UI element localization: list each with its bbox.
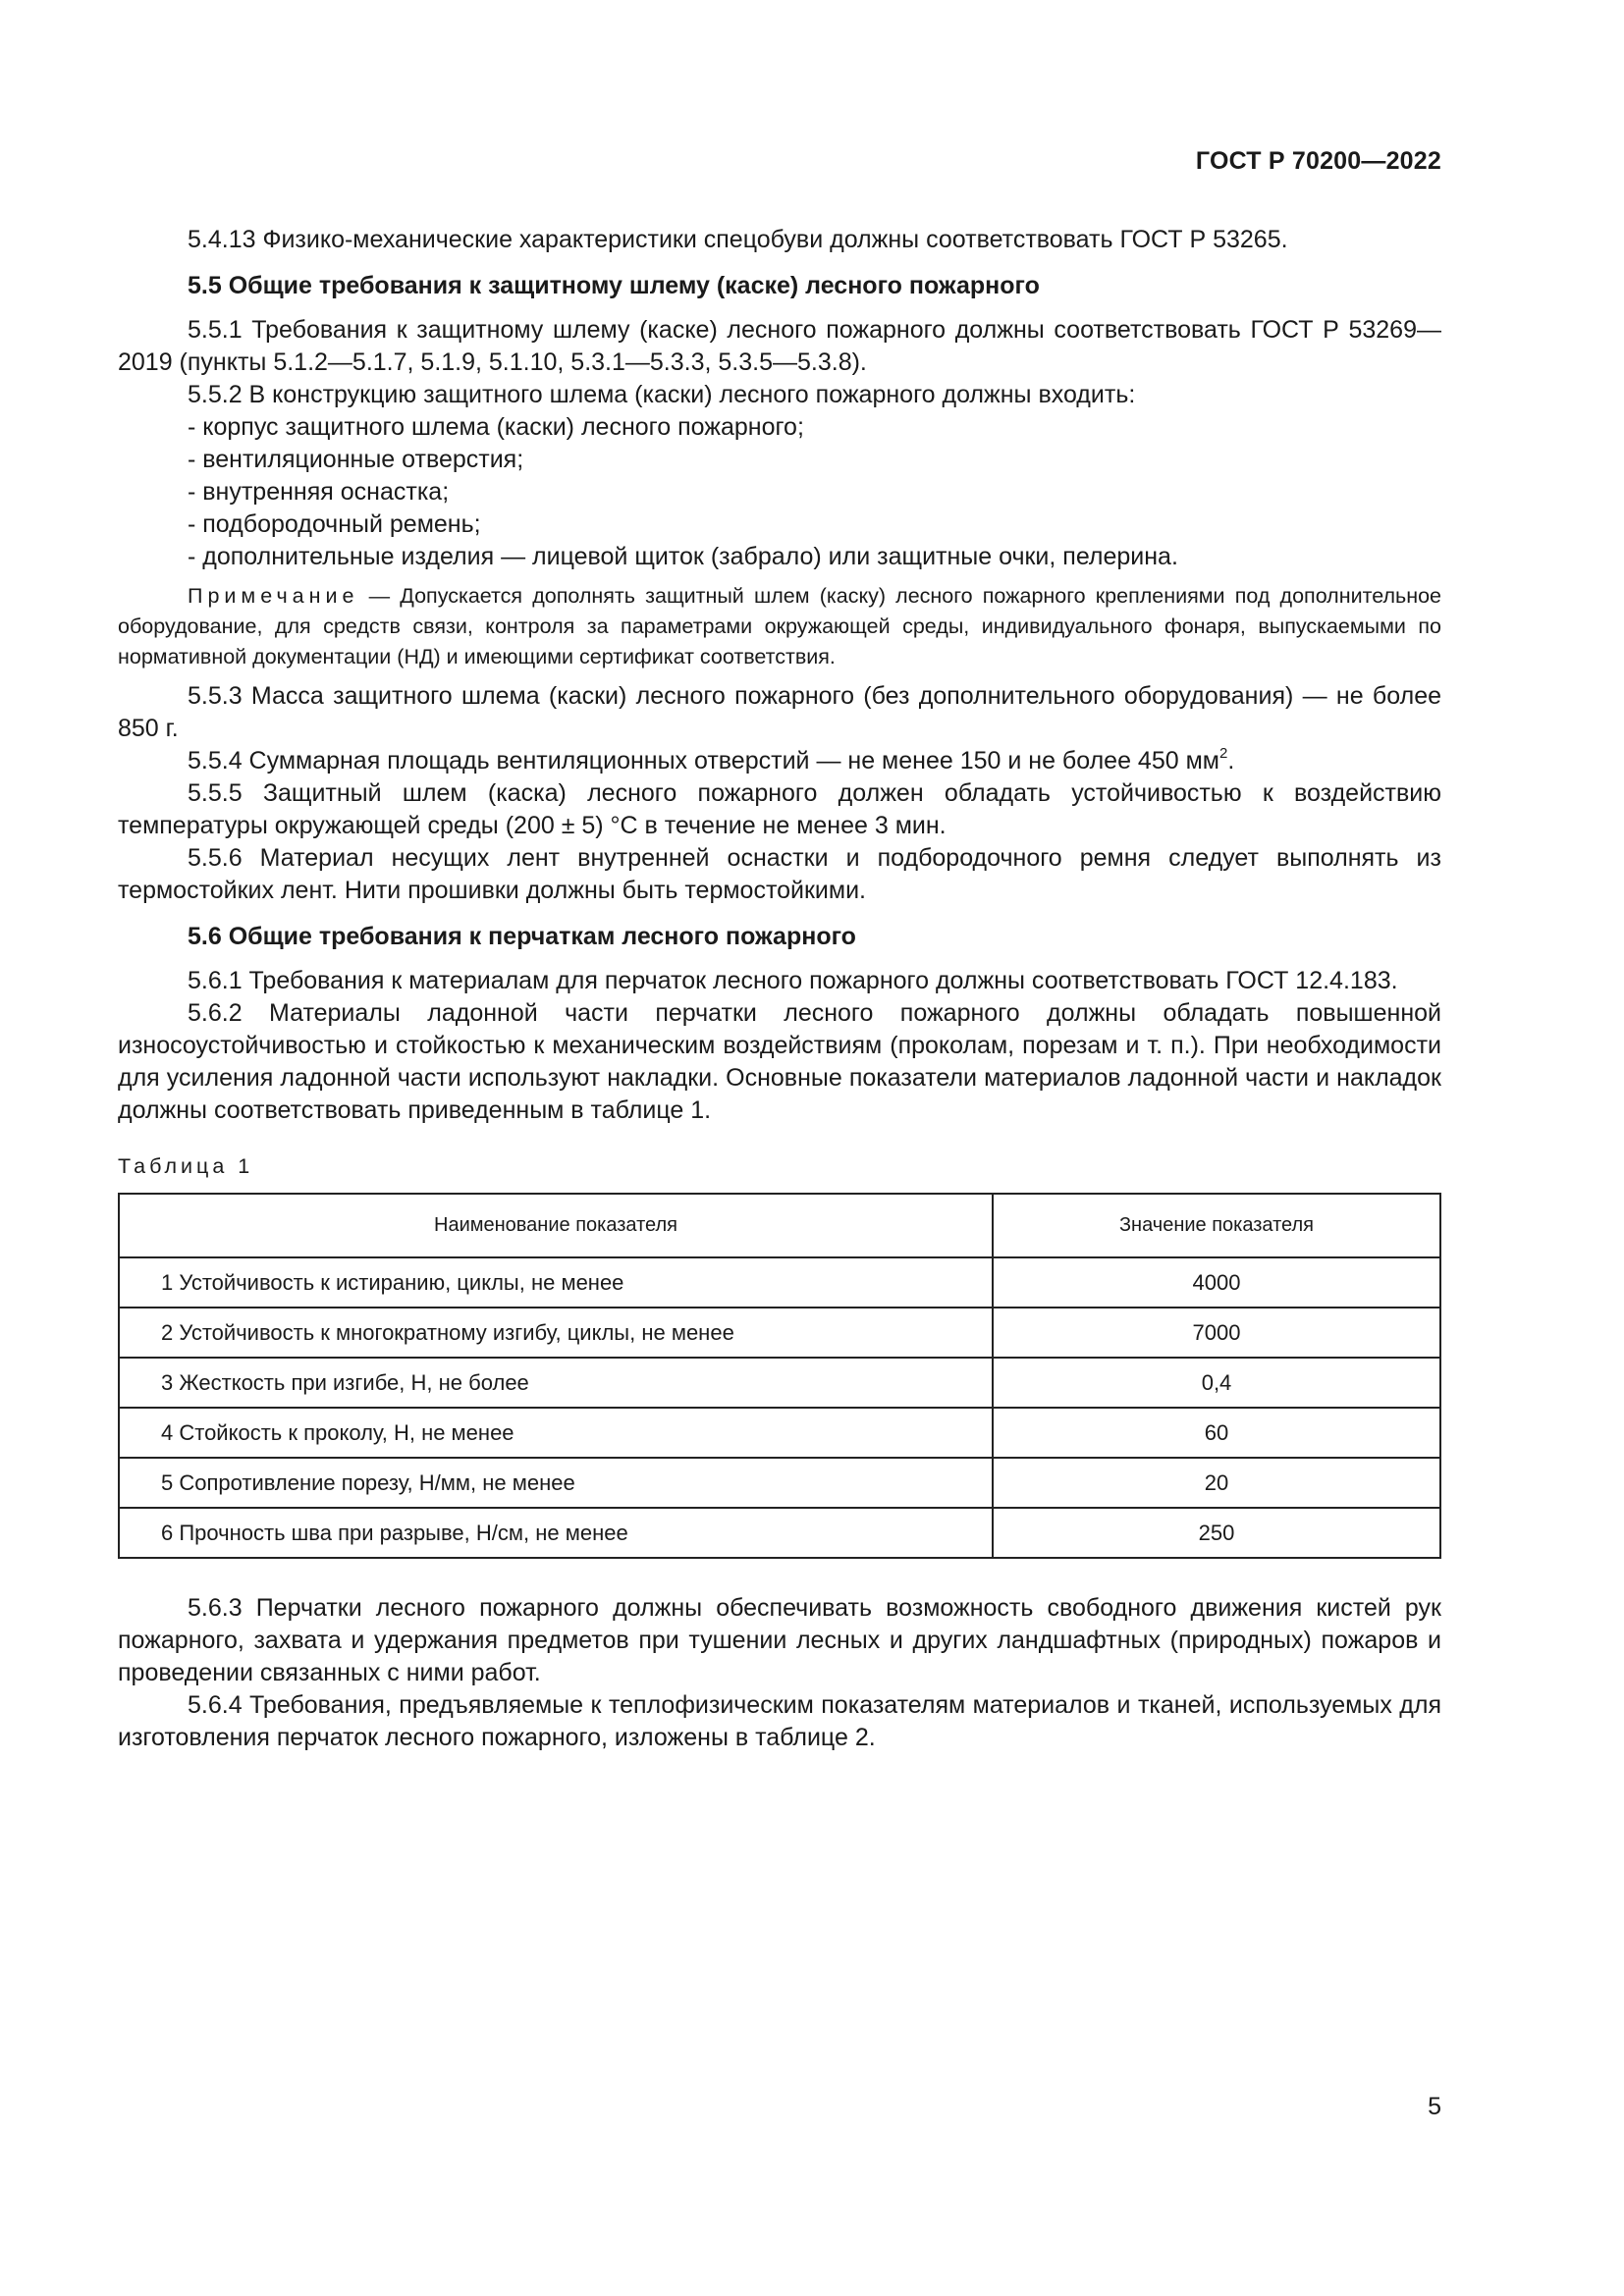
paragraph-5-5-1: 5.5.1 Требования к защитному шлему (каске) лесного пожарного должны соответствовать ГОСТ Р 53269—2019 (пункты 5.1.2—5.1.7, 5.1.9, 5.1.10, 5.3.1—5.3.3, 5.3.5—5.3.8). [118, 316, 1441, 376]
page-number: 5 [1428, 2093, 1441, 2120]
list-item: - дополнительные изделия — лицевой щиток (забрало) или защитные очки, пелерина. [188, 543, 1178, 570]
paragraph-5-5-4 [118, 745, 1441, 777]
paragraph-5-6-1: 5.6.1 Требования к материалам для перчаток лесного пожарного должны соответствовать ГОСТ 12.4.183. [188, 967, 1398, 994]
indicator-name-cell: 4 Стойкость к проколу, Н, не менее [119, 1408, 993, 1458]
table-caption: Таблица 1 [118, 1154, 254, 1178]
indicator-value-cell: 7000 [993, 1308, 1440, 1358]
note [118, 581, 1441, 672]
paragraph-5-6-3: 5.6.3 Перчатки лесного пожарного должны обеспечивать возможность свободного движения кистей рук пожарного, захвата и удержания предметов при тушении лесных и других ландшафтных (природных) пожаров и проведении связанных с ними работ. [118, 1594, 1441, 1686]
paragraph-5-5-2: 5.5.2 В конструкцию защитного шлема (каски) лесного пожарного должны входить: [188, 381, 1136, 408]
indicator-name-cell: 3 Жесткость при изгибе, Н, не более [119, 1358, 993, 1408]
table-1 [118, 1193, 1441, 1559]
paragraph-5-5-6: 5.5.6 Материал несущих лент внутренней оснастки и подбородочного ремня следует выполнять из термостойких лент. Нити прошивки должны быть термостойкими. [118, 844, 1441, 904]
table-row [119, 1458, 1440, 1508]
table-row [119, 1508, 1440, 1558]
indicator-value-cell: 4000 [993, 1257, 1440, 1308]
indicator-name-cell: 5 Сопротивление порезу, Н/мм, не менее [119, 1458, 993, 1508]
paragraph-5-4-13: 5.4.13 Физико-механические характеристики спецобуви должны соответствовать ГОСТ Р 53265. [188, 226, 1288, 253]
indicator-value-cell: 60 [993, 1408, 1440, 1458]
list-item: - корпус защитного шлема (каски) лесного пожарного; [188, 413, 804, 441]
indicator-name-cell: 2 Устойчивость к многократному изгибу, циклы, не менее [119, 1308, 993, 1358]
paragraph-5-5-4-text: 5.5.4 Суммарная площадь вентиляционных отверстий — не менее 150 и не более 450 мм [188, 747, 1219, 774]
paragraph-5-5-3: 5.5.3 Масса защитного шлема (каски) лесного пожарного (без дополнительного оборудования) — не более 850 г. [118, 682, 1441, 742]
column-header-name: Наименование показателя [119, 1194, 993, 1257]
list-item: - вентиляционные отверстия; [188, 446, 524, 473]
table-header-row [119, 1194, 1440, 1257]
list-item: - подбородочный ремень; [188, 510, 481, 538]
note-label: Примечание [188, 584, 359, 608]
paragraph-5-5-5: 5.5.5 Защитный шлем (каска) лесного пожарного должен обладать устойчивостью к воздействию температуры окружающей среды (200 ± 5) °С в течение не менее 3 мин. [118, 779, 1441, 839]
section-5-5-heading: 5.5 Общие требования к защитному шлему (каске) лесного пожарного [188, 272, 1040, 299]
indicator-value-cell: 250 [993, 1508, 1440, 1558]
indicator-name-cell: 1 Устойчивость к истиранию, циклы, не менее [119, 1257, 993, 1308]
superscript: 2 [1218, 745, 1228, 762]
indicator-name-cell: 6 Прочность шва при разрыве, Н/см, не менее [119, 1508, 993, 1558]
table-row [119, 1358, 1440, 1408]
section-5-6-heading: 5.6 Общие требования к перчаткам лесного пожарного [188, 923, 856, 950]
table-row [119, 1308, 1440, 1358]
table-row [119, 1257, 1440, 1308]
paragraph-5-6-4: 5.6.4 Требования, предъявляемые к теплофизическим показателям материалов и тканей, используемых для изготовления перчаток лесного пожарного, изложены в таблице 2. [118, 1691, 1441, 1751]
note-text: — Допускается дополнять защитный шлем (каску) лесного пожарного креплениями под дополнительное оборудование, для средств связи, контроля за параметрами окружающей среды, индивидуального фонаря, выпускаемыми по нормативной документации (НД) и имеющими сертификат соответствия. [118, 584, 1441, 668]
indicator-value-cell: 20 [993, 1458, 1440, 1508]
table-row [119, 1408, 1440, 1458]
column-header-value: Значение показателя [993, 1194, 1440, 1257]
list-item: - внутренняя оснастка; [188, 478, 450, 506]
paragraph-5-5-4-end: . [1227, 747, 1235, 774]
paragraph-5-6-2: 5.6.2 Материалы ладонной части перчатки лесного пожарного должны обладать повышенной износоустойчивостью и стойкостью к механическим воздействиям (проколам, порезам и т. п.). При необходимости для усиления ладонной части используют накладки. Основные показатели материалов ладонной части и накладок должны соответствовать приведенным в таблице 1. [118, 999, 1441, 1124]
page-content [118, 224, 1441, 1754]
standard-code-header: ГОСТ Р 70200—2022 [1195, 147, 1441, 175]
indicator-value-cell: 0,4 [993, 1358, 1440, 1408]
